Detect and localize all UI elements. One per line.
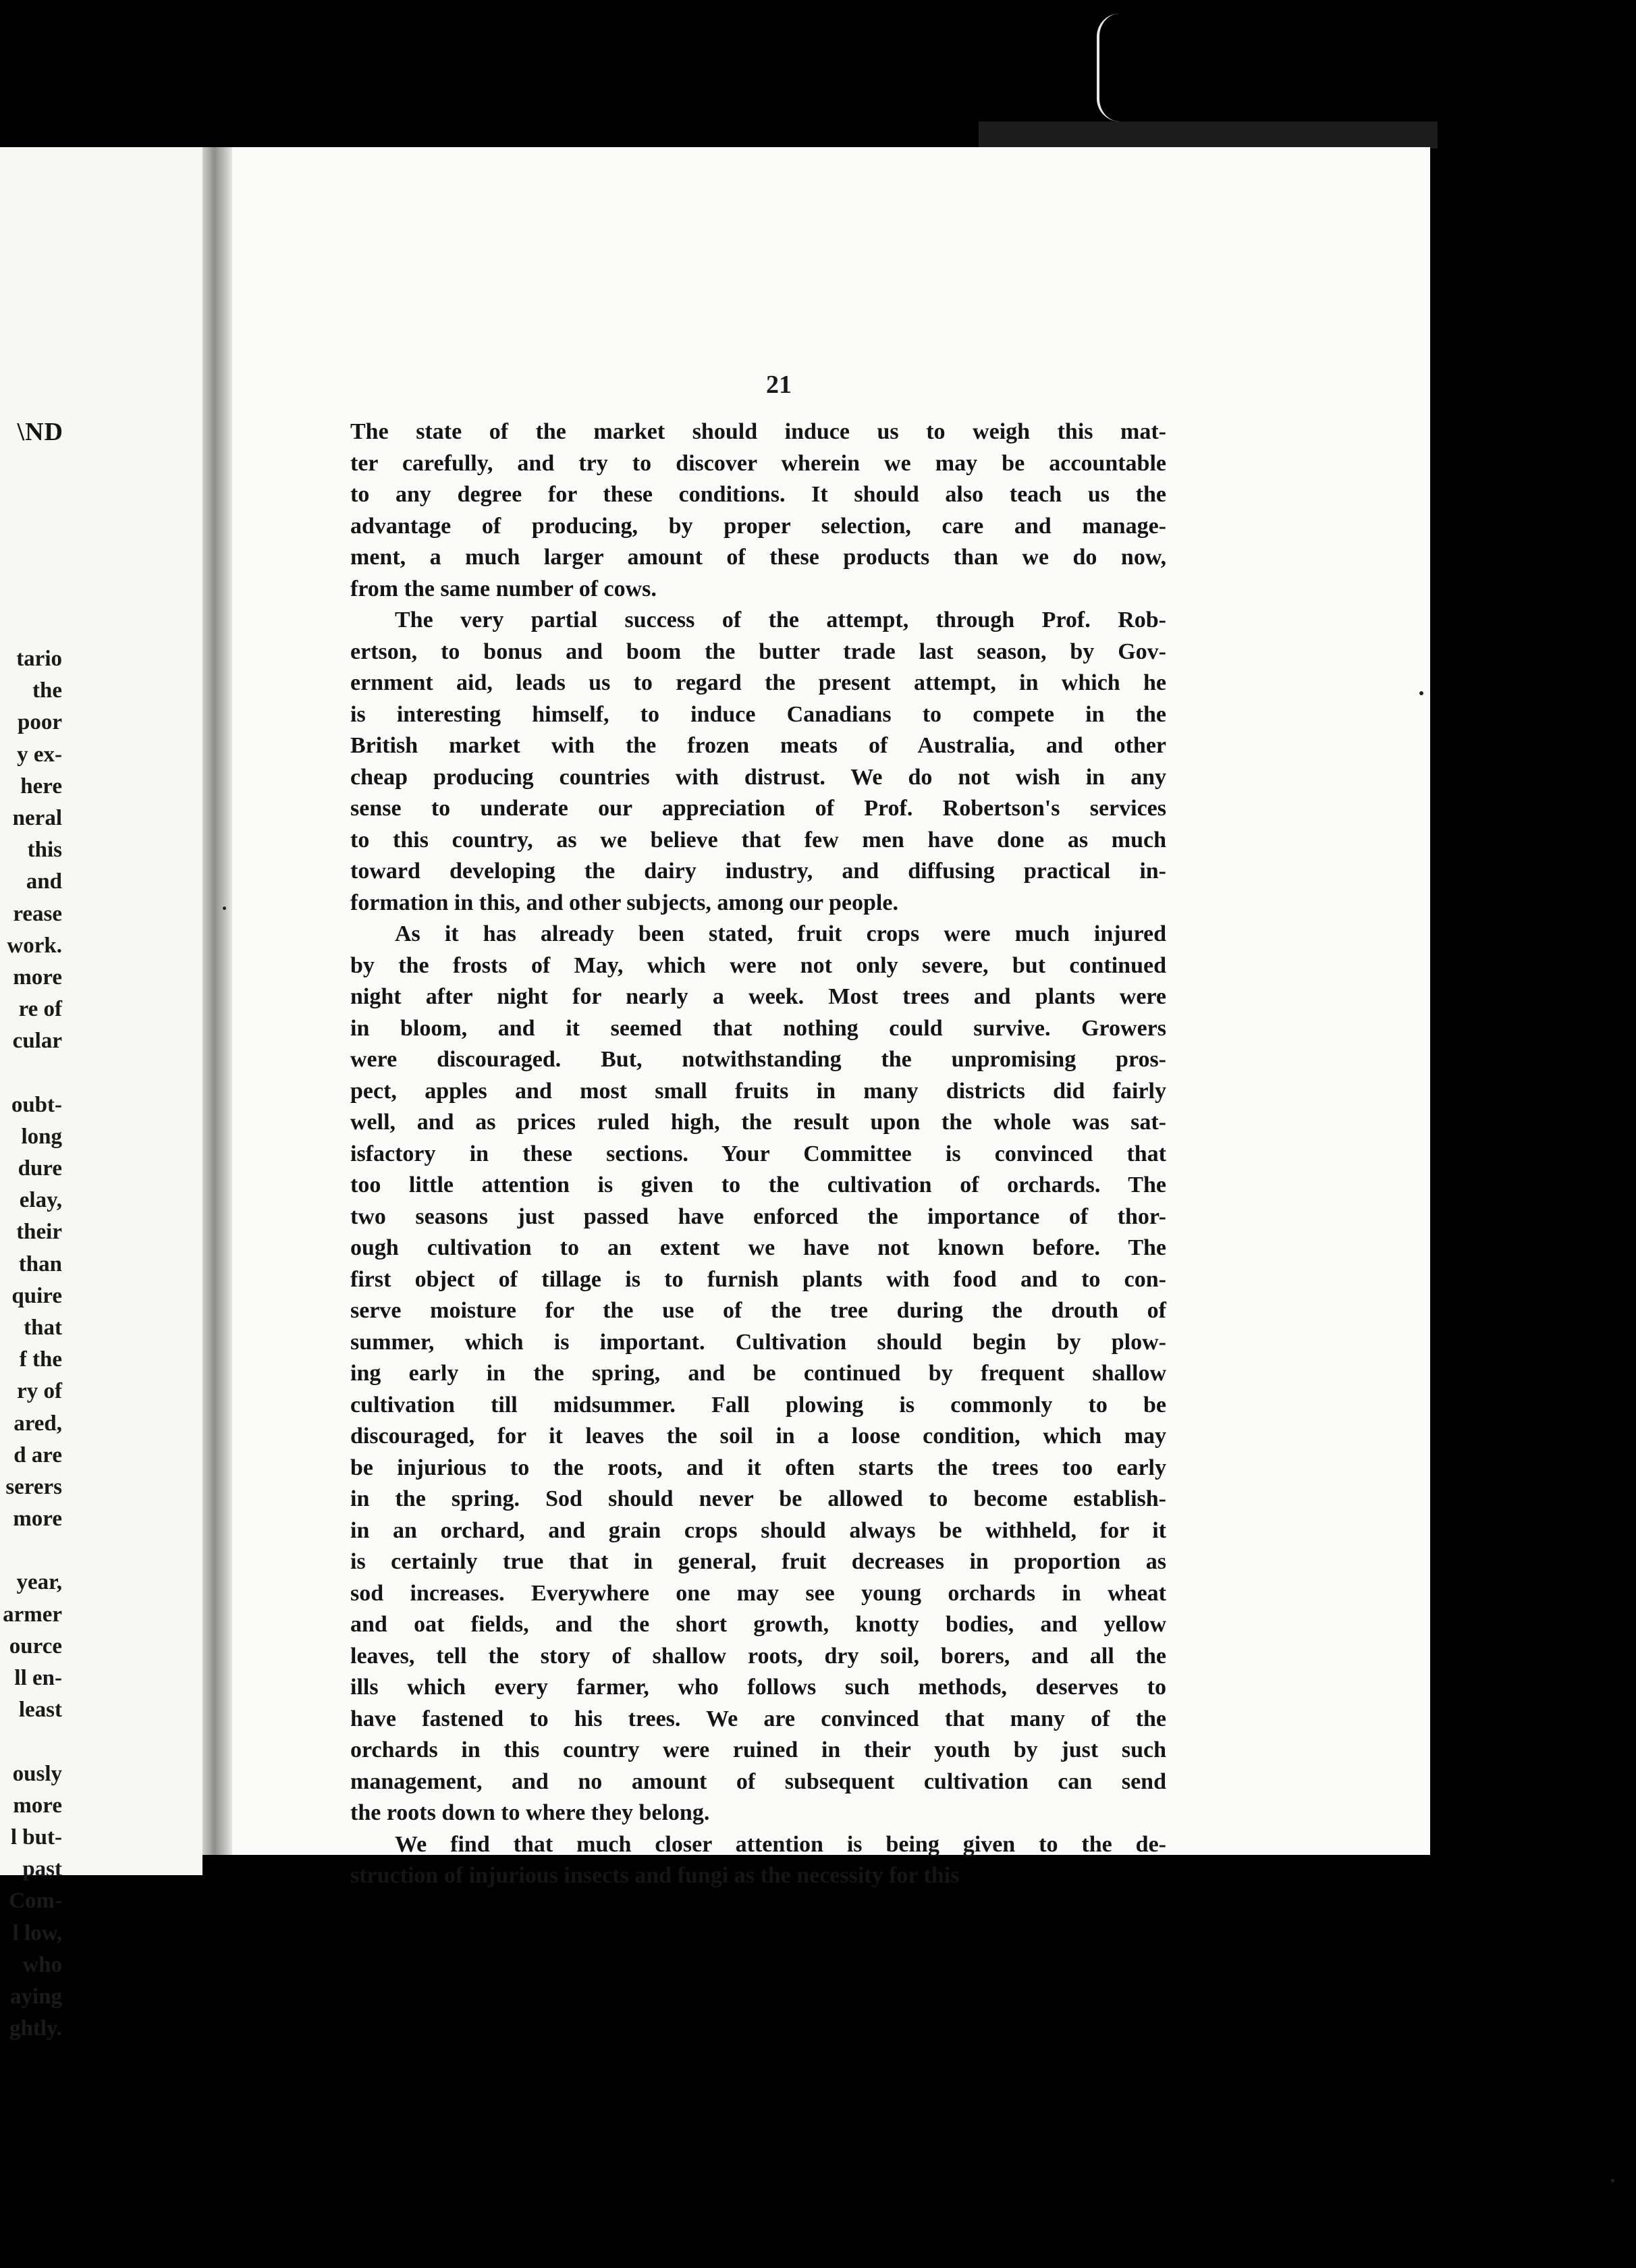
text-line: have fastened to his trees. We are convinced that many of the	[350, 1706, 1166, 1731]
left-page-line-fragment: than	[18, 1251, 62, 1276]
text-line: ing early in the spring, and be continued by frequent shallow	[350, 1361, 1166, 1386]
left-page-line-fragment: year,	[16, 1570, 62, 1595]
text-line: the roots down to where they belong.	[350, 1800, 710, 1825]
text-line: in bloom, and it seemed that nothing could survive. Growers	[350, 1015, 1166, 1041]
text-line: The state of the market should induce us to weigh this mat-	[350, 419, 1166, 444]
text-line: two seasons just passed have enforced the importance of thor-	[350, 1204, 1166, 1229]
left-page-line-fragment: y ex-	[17, 742, 62, 767]
text-line: is interesting himself, to induce Canadians to compete in the	[350, 701, 1166, 727]
text-line: formation in this, and other subjects, among our people.	[350, 890, 898, 915]
paragraph	[350, 605, 1166, 919]
text-line: cheap producing countries with distrust. We do not wish in any	[350, 764, 1166, 790]
left-page-line-fragment: poor	[18, 710, 62, 735]
left-page-line-fragment: more	[13, 1793, 62, 1818]
text-line: ernment aid, leads us to regard the present attempt, in which he	[350, 670, 1166, 695]
text-line: in an orchard, and grain crops should always be withheld, for it	[350, 1517, 1166, 1543]
left-page-line-fragment: least	[18, 1698, 62, 1723]
left-page-heading-fragment: \ND	[17, 418, 63, 446]
left-page-line-fragments	[0, 643, 62, 2045]
text-line: struction of injurious insects and fungi as the necessity for this	[350, 1863, 960, 1888]
scan-edge-mark	[1097, 14, 1120, 122]
text-line: advantage of producing, by proper selection, care and manage-	[350, 513, 1166, 539]
text-line: cultivation till midsummer. Fall plowing is commonly to be	[350, 1392, 1166, 1418]
left-page-line-fragment: long	[21, 1124, 62, 1149]
left-page-line-fragment: ry of	[17, 1379, 62, 1404]
left-page-line-fragment: that	[24, 1315, 62, 1340]
left-page-gap	[0, 1057, 62, 1089]
left-page-line-fragment: more	[13, 965, 62, 990]
left-page-line-fragment: elay,	[19, 1188, 62, 1213]
left-page-line-fragment: ll en-	[14, 1666, 62, 1690]
left-page-line-fragment: ared,	[13, 1411, 62, 1436]
text-line: summer, which is important. Cultivation should begin by plow-	[350, 1329, 1166, 1355]
left-page-line-fragment: ously	[12, 1761, 62, 1786]
left-page-line-fragment: and	[26, 869, 62, 894]
text-line: isfactory in these sections. Your Committee is convinced that	[350, 1141, 1166, 1166]
text-line: ough cultivation to an extent we have not known before. The	[350, 1235, 1166, 1260]
text-line: ills which every farmer, who follows such methods, deserves to	[350, 1675, 1166, 1700]
stray-ink-dot	[1611, 2179, 1614, 2182]
paragraph	[350, 919, 1166, 1829]
text-line: ter carefully, and try to discover wherein we may be accountable	[350, 450, 1166, 476]
text-line: pect, apples and most small fruits in many districts did fairly	[350, 1078, 1166, 1104]
left-facing-page	[0, 147, 202, 2041]
left-page-line-fragment: who	[22, 1952, 62, 1977]
text-line: to any degree for these conditions. It should also teach us the	[350, 482, 1166, 507]
text-line: sense to underate our appreciation of Prof. Robertson's services	[350, 796, 1166, 821]
left-page-line-fragment: re of	[18, 997, 62, 1022]
left-page-line-fragment: aying	[9, 1984, 62, 2009]
page-number: 21	[766, 371, 792, 399]
scan-shadow	[979, 122, 1438, 148]
paragraph	[350, 1829, 1166, 1892]
left-page-line-fragment: armer	[3, 1602, 62, 1627]
text-line: management, and no amount of subsequent cultivation can send	[350, 1769, 1166, 1794]
text-line: As it has already been stated, fruit crops were much injured	[395, 921, 1166, 946]
text-line: toward developing the dairy industry, and diffusing practical in-	[350, 859, 1166, 884]
text-line: discouraged, for it leaves the soil in a loose condition, which may	[350, 1424, 1166, 1449]
text-line: ment, a much larger amount of these products than we do now,	[350, 545, 1166, 570]
page-body-text	[350, 416, 1166, 1892]
left-page-line-fragment: the	[32, 678, 62, 703]
left-page-line-fragment: d are	[13, 1442, 62, 1467]
text-line: sod increases. Everywhere one may see young orchards in wheat	[350, 1580, 1166, 1606]
left-page-line-fragment: dure	[18, 1156, 62, 1181]
left-page-line-fragment: tario	[16, 647, 62, 671]
text-line: from the same number of cows.	[350, 576, 657, 601]
left-page-line-fragment: neral	[12, 805, 62, 830]
text-line: first object of tillage is to furnish plants with food and to con-	[350, 1266, 1166, 1292]
text-line: leaves, tell the story of shallow roots, dry soil, borers, and all the	[350, 1643, 1166, 1669]
stray-ink-dot	[1419, 691, 1423, 695]
left-page-line-fragment: cular	[12, 1029, 62, 1054]
left-page-line-fragment: here	[20, 774, 62, 799]
left-page-line-fragment: serers	[5, 1474, 62, 1499]
text-line: be injurious to the roots, and it often starts the trees too early	[350, 1455, 1166, 1480]
left-page-line-fragment: their	[16, 1220, 62, 1245]
paragraph	[350, 416, 1166, 605]
text-line: to this country, as we believe that few men have done as much	[350, 827, 1166, 853]
text-line: in the spring. Sod should never be allowed to become establish-	[350, 1486, 1166, 1511]
left-page-line-fragment: work.	[7, 933, 62, 958]
left-page-line-fragment: ource	[9, 1634, 62, 1658]
text-line: too little attention is given to the cultivation of orchards. The	[350, 1172, 1166, 1197]
left-page-line-fragment: past	[22, 1857, 62, 1882]
left-page-line-fragment: Com-	[9, 1889, 62, 1914]
left-page-gap	[0, 1726, 62, 1758]
text-line: well, and as prices ruled high, the result upon the whole was sat-	[350, 1110, 1166, 1135]
text-line: British market with the frozen meats of Australia, and other	[350, 733, 1166, 758]
text-line: ertson, to bonus and boom the butter trade last season, by Gov-	[350, 639, 1166, 664]
left-page-line-fragment: quire	[11, 1283, 62, 1308]
left-page-line-fragment: rease	[13, 901, 62, 926]
text-line: orchards in this country were ruined in their youth by just such	[350, 1737, 1166, 1762]
left-page-line-fragment: f the	[19, 1347, 62, 1372]
left-page-gap	[0, 1535, 62, 1567]
book-gutter	[202, 147, 232, 1855]
left-page-line-fragment: this	[27, 838, 62, 863]
left-page-line-fragment: l but-	[10, 1825, 62, 1850]
text-line: The very partial success of the attempt, through Prof. Rob-	[395, 608, 1166, 632]
text-line: were discouraged. But, notwithstanding the unpromising pros-	[350, 1047, 1166, 1072]
left-page-line-fragment: ghtly.	[9, 2016, 62, 2041]
left-page-line-fragment: l low,	[12, 1920, 62, 1945]
text-line: and oat fields, and the short growth, knotty bodies, and yellow	[350, 1612, 1166, 1637]
text-line: by the frosts of May, which were not only severe, but continued	[350, 952, 1166, 978]
text-line: serve moisture for the use of the tree during the drouth of	[350, 1298, 1166, 1323]
text-line: We find that much closer attention is being given to the de-	[395, 1831, 1166, 1857]
left-page-line-fragment: more	[13, 1507, 62, 1532]
text-line: is certainly true that in general, fruit decreases in proportion as	[350, 1549, 1166, 1574]
stray-ink-dot	[223, 907, 226, 910]
left-page-line-fragment: oubt-	[11, 1092, 62, 1117]
text-line: night after night for nearly a week. Most trees and plants were	[350, 984, 1166, 1009]
